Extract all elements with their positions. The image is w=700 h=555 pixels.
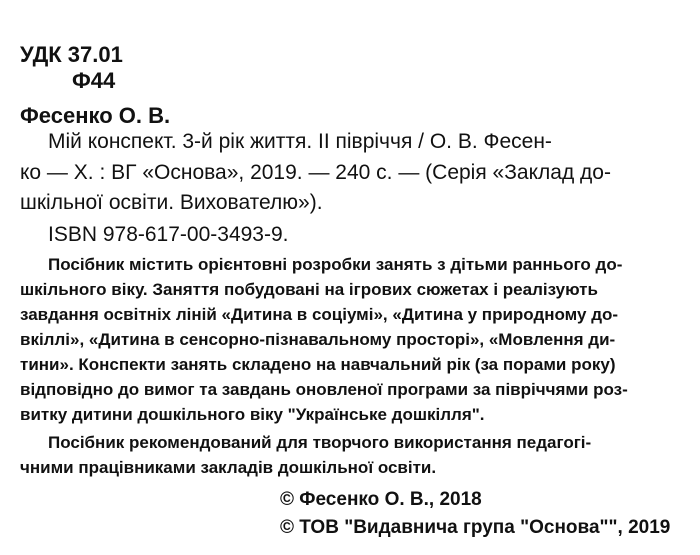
bibliographic-record-line-1 [48, 131, 688, 152]
udc-code: УДК 37.01 [20, 42, 123, 67]
isbn: ISBN 978-617-00-3493-9. [48, 223, 289, 246]
annotation-line: вкіллі», «Дитина в сенсорно-пізнавальному просторі», «Мовлення ди- [20, 330, 616, 349]
annotation-line: завдання освітніх ліній «Дитина в соціумі», «Дитина у природному до- [20, 305, 619, 324]
bibliographic-record-line-3: шкільної освіти. Вихователю»). [20, 191, 323, 214]
copyright-publisher: © ТОВ "Видавнича група "Основа"", 2019 [280, 517, 671, 538]
bibliographic-record-text: Мій конспект. 3-й рік життя. ІІ півріччя / О. В. Фесен- [48, 130, 552, 153]
annotation-line: шкільного віку. Заняття побудовані на ігрових сюжетах і реалізують [20, 280, 598, 299]
author-heading: Фесенко О. В. [20, 103, 171, 128]
bibliographic-record-line-2: ко — Х. : ВГ «Основа», 2019. — 240 с. — (Серія «Заклад до- [20, 161, 611, 184]
annotation-line: Посібник містить орієнтовні розробки занять з дітьми раннього до- [48, 255, 623, 274]
annotation-line: тини». Конспекти занять складено на навчальний рік (за порами року) [20, 355, 616, 374]
annotation-line: витку дитини дошкільного віку "Українське дошкілля". [20, 405, 485, 424]
annotation-line: відповідно до вимог та завдань оновленої програми за півріччями роз- [20, 380, 628, 399]
copyright-author: © Фесенко О. В., 2018 [280, 489, 482, 510]
bbk-code: Ф44 [72, 68, 116, 93]
annotation-line: Посібник рекомендований для творчого використання педагогі- [48, 433, 592, 452]
annotation-line: чними працівниками закладів дошкільної освіти. [20, 458, 437, 477]
